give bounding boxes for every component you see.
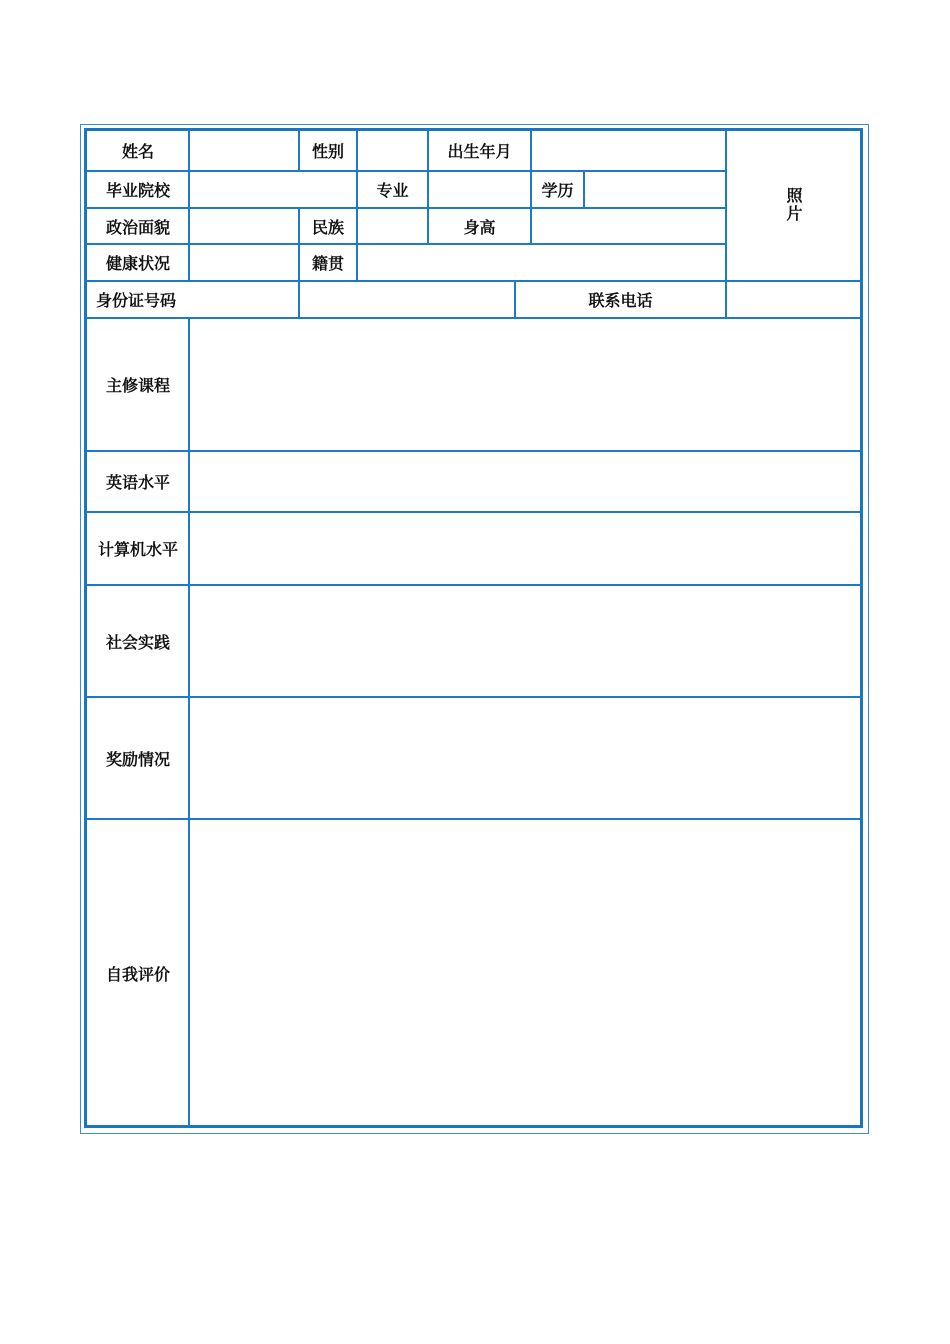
label-self-eval: 自我评价 — [105, 964, 170, 984]
practice-field[interactable] — [190, 586, 862, 696]
major-field[interactable] — [429, 172, 530, 207]
awards-field[interactable] — [190, 698, 862, 818]
label-ethnicity: 民族 — [311, 217, 344, 237]
label-courses: 主修课程 — [105, 376, 170, 395]
label-health: 健康状况 — [105, 254, 170, 273]
label-height: 身高 — [463, 217, 496, 237]
label-native-place: 籍贯 — [311, 254, 344, 273]
label-political: 政治面貌 — [105, 217, 170, 237]
label-gender: 性别 — [311, 141, 344, 161]
label-practice: 社会实践 — [105, 632, 170, 652]
label-school: 毕业院校 — [105, 181, 170, 200]
self-eval-field[interactable] — [190, 820, 862, 1126]
school-field[interactable] — [190, 172, 356, 207]
height-field[interactable] — [532, 209, 725, 243]
phone-field[interactable] — [727, 282, 862, 317]
english-field[interactable] — [190, 452, 862, 511]
label-birth: 出生年月 — [447, 141, 512, 161]
courses-field[interactable] — [190, 319, 862, 450]
computer-field[interactable] — [190, 513, 862, 584]
id-number-field[interactable] — [300, 282, 514, 317]
health-field[interactable] — [190, 245, 298, 280]
political-field[interactable] — [190, 209, 298, 243]
label-phone: 联系电话 — [588, 291, 653, 310]
label-name: 姓名 — [121, 141, 154, 161]
label-computer: 计算机水平 — [97, 540, 178, 559]
photo-box[interactable] — [727, 130, 862, 280]
label-awards: 奖励情况 — [105, 749, 170, 769]
degree-field[interactable] — [585, 172, 725, 207]
native-place-field[interactable] — [358, 245, 725, 280]
label-id-number: 身份证号码 — [96, 291, 177, 310]
label-major: 专业 — [376, 181, 409, 200]
label-english: 英语水平 — [105, 473, 170, 492]
ethnicity-field[interactable] — [358, 209, 427, 243]
name-field[interactable] — [190, 130, 298, 170]
gender-field[interactable] — [358, 130, 427, 170]
label-photo-2: 片 — [786, 204, 803, 223]
label-photo-1: 照 — [786, 186, 803, 205]
birth-field[interactable] — [532, 130, 725, 170]
label-degree: 学历 — [541, 181, 574, 200]
